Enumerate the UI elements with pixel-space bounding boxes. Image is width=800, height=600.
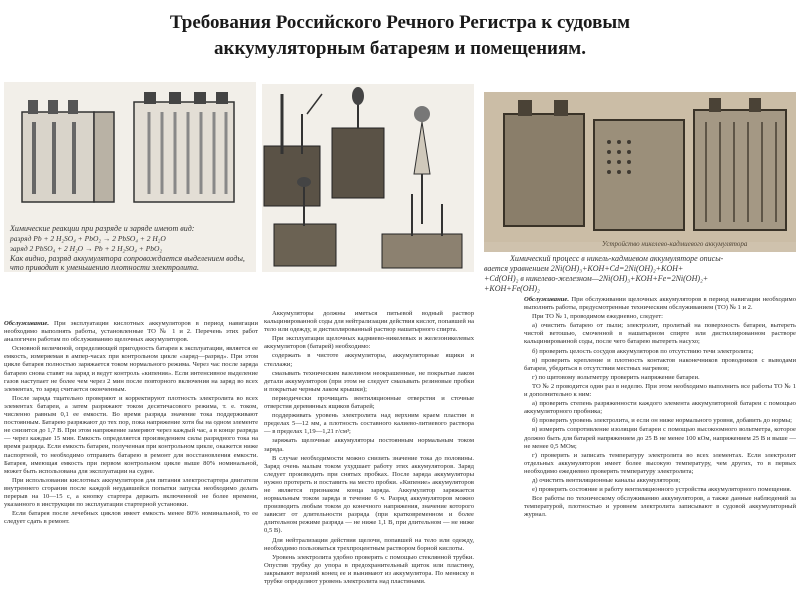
col3-heading: Обслуживание. — [524, 296, 569, 303]
col1-paragraph-4: При использовании кислотных аккумуляторов для питания электростартера двигателя внутреннего сгорания после каждой неудавшейся попытки запуска необходимо делать перерыв на 10—15 с, а кнопку стартера держать включенной не более времени, указанного в инструкции по эксплуатации стартерной установки. — [4, 476, 258, 509]
nicd-reaction-line-2: вается уравнением 2Ni(OH)₃+KOH+Cd=2Ni(OH)₂+KOH+ — [484, 264, 684, 273]
hydrometer-figure — [262, 84, 474, 272]
col2-paragraph-6: поддерживать уровень электролита над верхним краем пластин в пределах 5—12 мм, а плотность составного калиево-литиевого раствора — в пределах 1,19—1,21 г/см³; — [264, 412, 474, 436]
col3-paragraph-11: г) проверить и записать температуру электролита во всех элементах. Если электролит отдельных аккумуляторов имеет более высокую температуру, чем других, то в первых необходимо ежедневно проверять температуру электролита; — [524, 451, 796, 475]
col1-paragraph-2: Основной величиной, определяющей пригодность батареи к эксплуатации, является ее емкость, измеряемая в ампер-часах при контрольном цикле «заряд—разряд». При этом цикле батарея полностью заряжается током нормального режима. Через час после заряда батарею снова ставят на заряд и ведут контроль «кипения». Если интенсивное выделение газов наступает не более чем через 2 мин после повторного включения на заряд во всех элементах, то заряд считается оконченным. — [4, 345, 258, 393]
col3-paragraph-10: в) измерить сопротивление изоляции батареи с помощью высокоомного вольтметра, которое должно быть для батарей напряжением до 25 В не менее 100 кОм, напряжением 25 В и выше — не менее 0,5 МОм; — [524, 426, 796, 450]
col1-paragraph-5: Если батарея после лечебных циклов имеет емкость менее 80% номинальной, то ее следует сдать в ремонт. — [4, 510, 258, 526]
lead-acid-battery-illustration — [4, 82, 256, 222]
col3-paragraph-3: а) очистить батарею от пыли; электролит, пролитый на поверхность батареи, вытереть чистой ветошью, смоченной в нашатырном спирте или дистиллированном растворе кальцинированной соды, после чего батарею вытереть насухо; — [524, 322, 796, 346]
title-line-2: аккумуляторным батареям и помещениям. — [214, 38, 586, 59]
page-title — [0, 10, 800, 62]
col3-paragraph-9: б) проверить уровень электролита, и если он ниже нормального уровня, добавить до нормы; — [532, 417, 792, 425]
col3-paragraph-6: г) по щитовому вольтметру проверить напряжение батареи. — [532, 373, 700, 381]
col1-paragraph-3: После заряда тщательно проверяют и корректируют плотность электролита во всех элементах батареи, а затем разряжают током десятичасового режима, т. е. током, численно равным 0,1 ее емкости. Во время разряда значение тока поддерживают постоянным. Батарею разряжают до тех пор, пока напряжение хотя бы на одном элементе не снизится до 1,7 В. При этом напряжение замеряют через каждый час, а в конце разряда — через каждые 15 мин. Емкость определяется произведением силы разрядного тока на время разряда. Если емкость батареи, полученная при контрольном цикле, окажется ниже паспортной, то необходимо отправить батарею в ремонт для восстановления емкости. Батарея, имеющая емкость при первом контрольном цикле выше 80% номинальной, может быть использована для эксплуатации на судне. — [4, 394, 258, 475]
col3-paragraph-5: в) проверить крепление и плотность контактов наконечников проводников с выводами батареи, убедиться в отсутствии местных нагревов; — [524, 356, 796, 372]
col3-paragraph-12: д) очистить вентиляционные каналы аккумуляторов; — [532, 476, 681, 484]
nicd-battery-photo — [484, 92, 796, 252]
reaction-formula-charge: заряд 2 PbSO₄ + 2 H₂O → Pb + 2 H₂SO₄ + PbO₂ — [10, 244, 163, 253]
col2-paragraph-7: заряжать щелочные аккумуляторы постоянным нормальным током заряда. — [264, 437, 474, 453]
hydrometer-illustration — [262, 84, 474, 272]
col1-heading: Обслуживание. — [4, 320, 49, 327]
col2-paragraph-1: Аккумуляторы должны иметься питьевой водный раствор кальцинированной соды для нейтрализации действия кислот, попавшей на тело или одежду, и дистиллированный раствор нашатырного спирта. — [264, 310, 474, 334]
lead-acid-figure — [4, 82, 256, 272]
nicd-photo-caption: Устройство никелево-кадмиевого аккумулятора — [602, 240, 748, 248]
col2-paragraph-3: содержать в чистоте аккумуляторы, аккумуляторные ящики и стеллажи; — [264, 352, 474, 368]
col2-paragraph-4: смазывать техническим вазелином неокрашенные, не покрытые лаком детали аккумуляторов (при этом не следует смазывать резиновые пробки и покрытые черным лаком крышки); — [264, 369, 474, 393]
col2-paragraph-9: Для нейтрализации действия щелочи, попавшей на тело или одежду, необходимо пользоваться трехпроцентным раствором борной кислоты. — [264, 536, 474, 552]
col3-paragraph-4: б) проверить целость сосудов аккумуляторов по отсутствию течи электролита; — [532, 347, 754, 355]
col1-paragraph-1: При эксплуатации кислотных аккумуляторов в период навигации необходимо выполнять работы, установленные ТО № 1 и 2. Перечень этих работ аналогичен работам по обслуживанию щелочных аккумуляторов. — [4, 320, 258, 344]
reaction-formula-discharge: разряд Pb + 2 H₂SO₄ + PbO₂ → 2 PbSO₄ + 2 H₂O — [10, 234, 166, 243]
nicd-reaction-line-4: +KOH+Fe(OH)₂ — [484, 284, 540, 293]
col3-paragraph-2: При ТО № 1, проводимом ежедневно, следует: — [532, 313, 664, 321]
nicd-reaction-line-3: +Cd(OH)₂ в никелево-железном—2Ni(OH)₃+KOH+Fe=2Ni(OH)₂+ — [484, 274, 709, 283]
text-column-3 — [524, 296, 796, 596]
nicd-battery-illustration — [484, 92, 796, 242]
reaction-caption-note-2: что приводит к уменьшению плотности электролита. — [10, 263, 200, 272]
col3-paragraph-1: При обслуживании щелочных аккумуляторов в период навигации необходимо выполнять работы, предусмотренные техническим обслуживанием (ТО) № 1 и 2. — [524, 296, 796, 312]
col3-paragraph-7: ТО № 2 проводится один раз в неделю. При этом необходимо выполнить все работы ТО № 1 и дополнительно к ним: — [524, 382, 796, 399]
col3-paragraph-14: Все работы по техническому обслуживанию аккумуляторов, а также данные наблюдений за температурой, плотностью и уровнем электролита записывают в судовой аккумуляторный журнал. — [524, 495, 796, 519]
col3-paragraph-8: а) проверить степень разряженности каждого элемента аккумуляторной батареи с помощью аккумуляторного пробника; — [524, 400, 796, 416]
nicd-reaction-line-1: Химический процесс в никель-кадмиевом аккумуляторе описы- — [510, 254, 724, 263]
text-column-2 — [264, 310, 474, 596]
col2-paragraph-2: При эксплуатации щелочных кадмиево-никелевых и железоникелевых аккумуляторов (батарей) необходимо: — [264, 335, 474, 351]
col2-paragraph-10: Уровень электролита удобно проверять с помощью стеклянной трубки. Опустив трубку до упора в предохранительный щиток или пластину, закрывают верхний конец ее и вынимают из аккумулятора. По мениску в трубке определяют уровень электролита над пластинами. — [264, 553, 474, 585]
reaction-caption-note-1: Как видно, разряд аккумулятора сопровождается выделением воды, — [10, 254, 245, 263]
col3-paragraph-13: е) проверить состояние и работу вентиляционного устройства аккумуляторного помещения. — [532, 486, 792, 494]
text-column-1 — [4, 320, 258, 596]
col2-paragraph-5: периодически прочищать вентиляционные отверстия и сточные отверстия деревянных ящиков батарей; — [264, 394, 474, 411]
reaction-caption-title: Химические реакции при разряде и заряде имеют вид: — [10, 224, 195, 233]
col2-paragraph-8: В случае необходимости можно снизить значение тока до половины. Заряд очень малым током ухудшает работу этих аккумуляторов. Заряд следует производить при снятых пробках. После заряда аккумуляторы нужно протереть и поставить на место пробки. «Кипение» аккумуляторов не является признаком конца заряда. Аккумулятор заряжается нормальным током заряда в течение 6 ч. Разряд аккумуляторов можно производить любым током до конечного напряжения, значение которого зависит от длительности разряда (при кратковременном и более длительном режиме разряда — не ниже 1,1 В, при длительном — не ниже 0,5 В). — [264, 454, 474, 535]
title-line-1: Требования Российского Речного Регистра к судовым — [169, 12, 631, 33]
